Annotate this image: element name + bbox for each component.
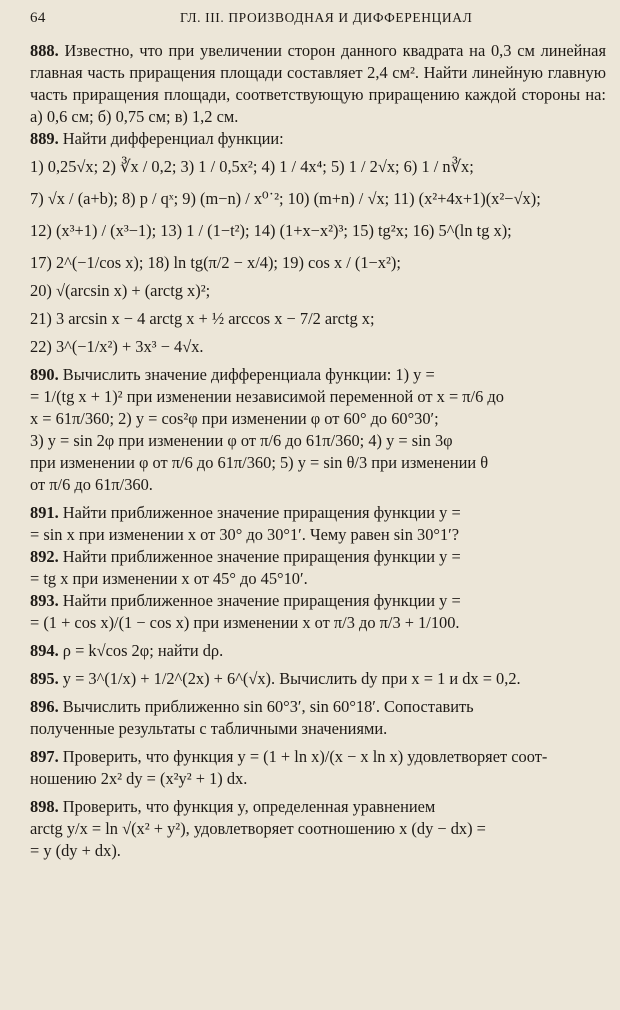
function-list-line: 7) √x / (a+b); 8) p / qˣ; 9) (m−n) / x⁰˙²; 10) (m+n) / √x; 11) (x²+4x+1)(x²−√x); [30,189,541,208]
problem-text: y = 3^(1/x) + 1/2^(2x) + 6^(√x). Вычислить dy при x = 1 и dx = 0,2. [62,669,521,688]
problem-text: Проверить, что функция y = (1 + ln x)/(x − x ln x) удовлетворяет соот- [62,747,548,766]
problem-number: 898. [30,797,59,816]
problem-number: 897. [30,747,59,766]
function-list-line: 21) 3 arcsin x − 4 arctg x + ½ arccos x − 7/2 arctg x; [30,309,375,328]
problem-897-line: ношению 2x² dy = (x²y² + 1) dx. [30,769,248,788]
chapter-title: ГЛ. III. ПРОИЗВОДНАЯ И ДИФФЕРЕНЦИАЛ [180,10,473,25]
problem-number: 891. [30,503,59,522]
problem-text: Найти дифференциал функции: [62,129,284,148]
function-list-line: 12) (x³+1) / (x³−1); 13) 1 / (1−t²); 14) (1+x−x²)³; 15) tg²x; 16) 5^(ln tg x); [30,221,512,240]
problem-898-line: = y (dy + dx). [30,841,121,860]
problem-889 [30,128,606,150]
problem-897-line [30,746,606,768]
function-list-line: 20) √(arcsin x) + (arctg x)²; [30,281,211,300]
problem-890-line: = 1/(tg x + 1)² при изменении независимой переменной от x = π/6 до [30,387,504,406]
problem-text: Проверить, что функция y, определенная уравнением [62,797,436,816]
problem-898-line: arctg y/x = ln √(x² + y²), удовлетворяет соотношению x (dy − dx) = [30,819,486,838]
problem-896-line: полученные результаты с табличными значениями. [30,719,388,738]
problem-890-line: x = 61π/360; 2) y = cos²φ при изменении φ от 60° до 60°30′; [30,409,439,428]
function-list-line: 22) 3^(−1/x²) + 3x³ − 4√x. [30,337,204,356]
problem-895-line [30,668,606,690]
problem-891-line [30,502,606,524]
problem-text: ρ = k√cos 2φ; найти dρ. [62,641,224,660]
function-list-line: 1) 0,25√x; 2) ∛x / 0,2; 3) 1 / 0,5x²; 4) 1 / 4x⁴; 5) 1 / 2√x; 6) 1 / n∛x; [30,157,474,176]
problem-896-line [30,696,606,718]
problem-number: 894. [30,641,59,660]
problem-number: 893. [30,591,59,610]
problem-891-line: = sin x при изменении x от 30° до 30°1′. Чему равен sin 30°1′? [30,525,460,544]
problem-number: 888. [30,41,59,60]
problem-898-line [30,796,606,818]
page-number: 64 [30,10,46,26]
problem-number: 892. [30,547,59,566]
problem-number: 890. [30,365,59,384]
problem-number: 895. [30,669,59,688]
problem-894-line [30,640,606,662]
problem-text: Вычислить значение дифференциала функции: 1) y = [62,365,435,384]
problem-text: Известно, что при увеличении сторон данного квадрата на 0,3 см линейная главная часть приращения площади составляет 2,4 см². Найти линейную главную часть приращения площади, соответствующую приращению каждой стороны на: а) 0,6 см; б) 0,75 см; в) 1,2 см. [30,41,606,126]
problem-text: Найти приближенное значение приращения функции y = [62,547,461,566]
problem-888 [30,40,606,128]
running-head [30,10,606,40]
problem-893-line: = (1 + cos x)/(1 − cos x) при изменении x от π/3 до π/3 + 1/100. [30,613,460,632]
problem-text: Найти приближенное значение приращения функции y = [62,591,461,610]
problem-890-line: от π/6 до 61π/360. [30,475,153,494]
problem-892-line [30,546,606,568]
problem-number: 896. [30,697,59,716]
problem-890-line [30,364,606,386]
page-body [30,40,606,862]
problem-text: Найти приближенное значение приращения функции y = [62,503,461,522]
problem-892-line: = tg x при изменении x от 45° до 45°10′. [30,569,308,588]
problem-number: 889. [30,129,59,148]
problem-890-line: при изменении φ от π/6 до 61π/360; 5) y = sin θ/3 при изменении θ [30,453,489,472]
problem-text: Вычислить приближенно sin 60°3′, sin 60°18′. Сопоставить [62,697,474,716]
problem-890-line: 3) y = sin 2φ при изменении φ от π/6 до 61π/360; 4) y = sin 3φ [30,431,453,450]
problem-893-line [30,590,606,612]
function-list-line: 17) 2^(−1/cos x); 18) ln tg(π/2 − x/4); 19) cos x / (1−x²); [30,253,401,272]
